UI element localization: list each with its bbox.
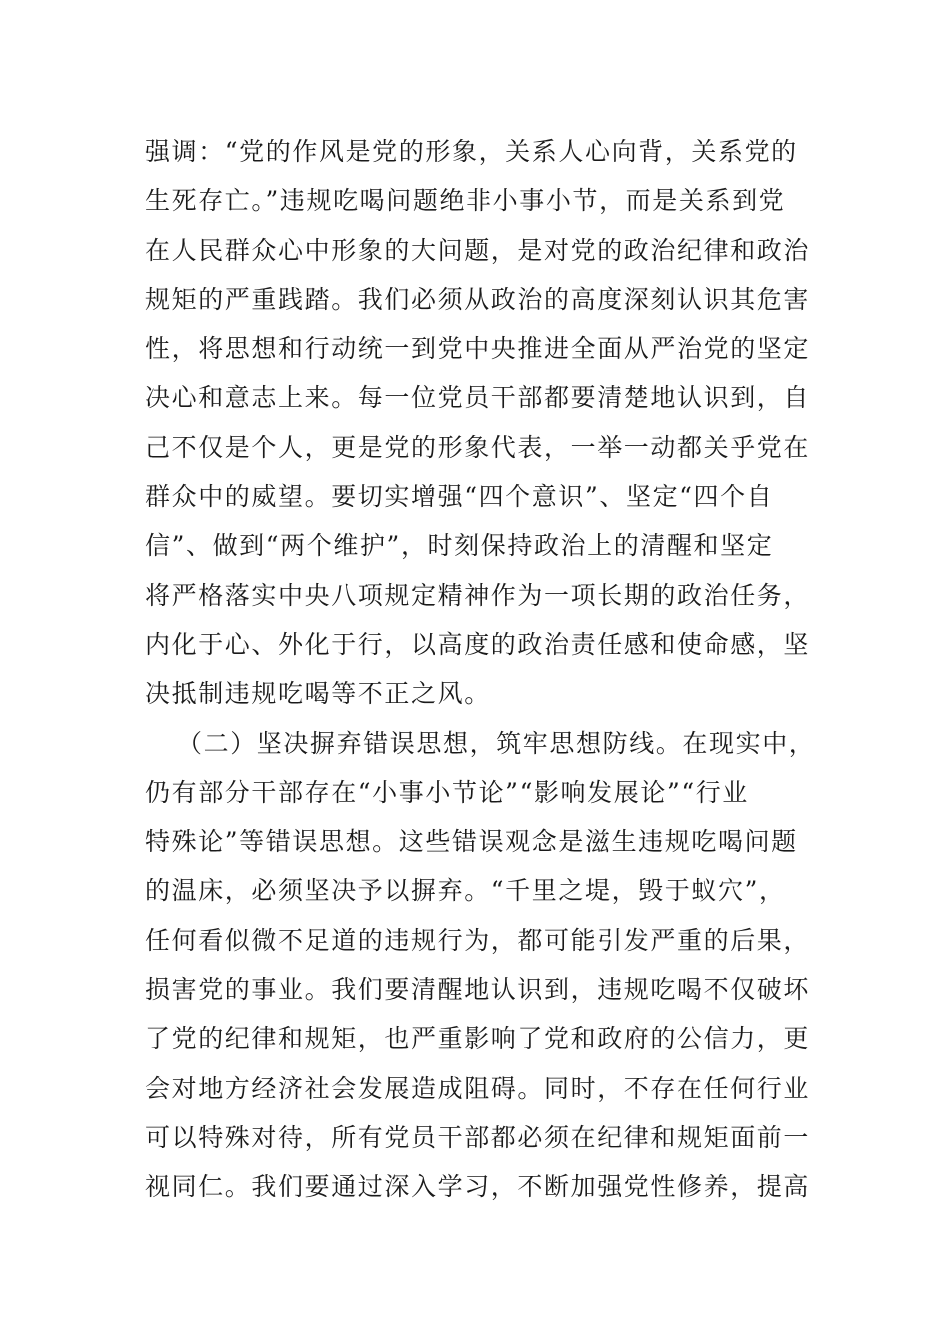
text-line: 性，将思想和行动统一到党中央推进全面从严治党的坚定 [145,334,811,364]
text-line: 在人民群众心中形象的大问题，是对党的政治纪律和政治 [145,235,811,265]
text-line: 损害党的事业。我们要清醒地认识到，违规吃喝不仅破坏 [145,975,811,1005]
text-line: 仍有部分干部存在“小事小节论”“影响发展论”“行业 [145,777,749,807]
text-line: 决心和意志上来。每一位党员干部都要清楚地认识到，自 [145,383,811,413]
text-line: 会对地方经济社会发展造成阻碍。同时，不存在任何行业 [145,1073,811,1103]
text-line: 己不仅是个人，更是党的形象代表，一举一动都关乎党在 [145,432,811,462]
text-line: 强调：“党的作风是党的形象，关系人心向背，关系党的 [145,137,798,166]
text-line: 将严格落实中央八项规定精神作为一项长期的政治任务， [145,580,811,610]
text-line: 内化于心、外化于行，以高度的政治责任感和使命感，坚 [145,629,811,659]
text-line: 生死存亡。”违规吃喝问题绝非小事小节，而是关系到党 [145,186,786,216]
text-line: 任何看似微不足道的违规行为，都可能引发严重的后果， [145,925,811,955]
text-line: 群众中的威望。要切实增强“四个意识”、坚定“四个自 [145,482,774,512]
text-line: 信”、做到“两个维护”，时刻保持政治上的清醒和坚定 [145,531,774,561]
text-line: 规矩的严重践踏。我们必须从政治的高度深刻认识其危害 [145,284,811,314]
document-body [145,127,825,1212]
section-heading-line: （二）坚决摒弃错误思想，筑牢思想防线。在现实中， [177,728,816,758]
text-line: 可以特殊对待，所有党员干部都必须在纪律和规矩面前一 [145,1122,811,1152]
text-line: 特殊论”等错误思想。这些错误观念是滋生违规吃喝问题 [145,827,798,857]
text-line: 了党的纪律和规矩，也严重影响了党和政府的公信力，更 [145,1024,811,1054]
text-line: 的温床，必须坚决予以摒弃。“千里之堤，毁于蚁穴”， [145,876,786,906]
text-line: 决抵制违规吃喝等不正之风。 [145,679,491,709]
text-line: 视同仁。我们要通过深入学习，不断加强党性修养，提高 [145,1172,811,1202]
